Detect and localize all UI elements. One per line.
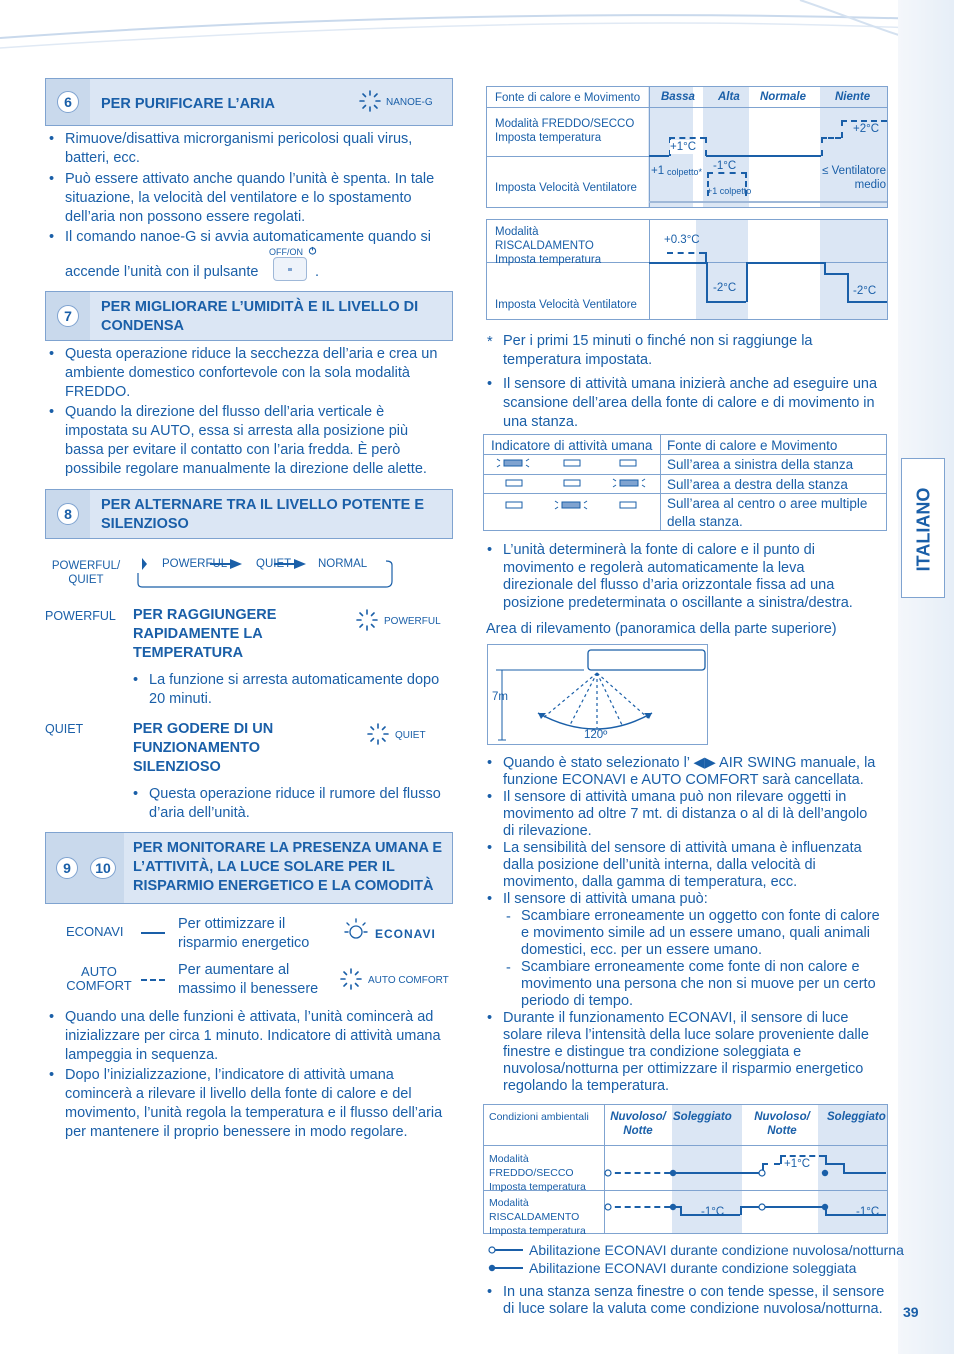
auto-comfort-line-dashed	[141, 979, 165, 981]
section-10-number: 10	[90, 857, 116, 879]
cooling-vent-medio: ≤ Ventilatore medio	[822, 165, 886, 191]
page-number: 39	[903, 1304, 919, 1320]
notes3-bullet-3: • La sensibilità del sensore di attività umana è influenzata dalla posizione dell’unità interna, dalla velocità di movimento, dalla gamma di temperatura, ecc.	[503, 840, 878, 891]
section-6-header	[45, 78, 453, 126]
s6-bullet-3: • Il comando nanoe-G si avvia automaticamente quando si	[65, 228, 450, 247]
section-9-number: 9	[56, 857, 78, 879]
detection-area-caption: Area di rilevamento (panoramica della parte superiore)	[486, 621, 837, 637]
notes3-dash-1-mark: -	[506, 909, 511, 925]
heating-minus2-b: -2°C	[853, 285, 877, 297]
cooling-plus1-colpetto-2: +1 colpetto	[707, 186, 752, 196]
powerful-icon-label: POWERFUL	[384, 616, 441, 627]
section-9-10-title: PER MONITORARE LA PRESENZA UMANA E L’ATTIVITÀ, LA LUCE SOLARE PER IL RISPARMIO ENERGETICO E LA COMODITÀ	[133, 840, 443, 894]
econavi-chart-header-label: Condizioni ambientali	[489, 1111, 589, 1123]
indicator-table-row-1: Sull’area a sinistra della stanza	[667, 457, 854, 472]
s6-bullet-2: • Può essere attivato anche quando l’unità è spenta. In tale situazione, la velocità del ventilatore e lo spostamento dell’aria non possono essere regolati.	[65, 170, 450, 227]
quiet-title: PER GODERE DI UN FUNZIONAMENTO SILENZIOSO	[133, 721, 274, 775]
econavi-icon	[344, 918, 368, 944]
notes3-bullet-4: • Il sensore di attività umana può:	[503, 891, 878, 908]
econavi-chart-markers	[600, 1165, 890, 1215]
indicator-lamps	[490, 455, 660, 525]
section-7-number: 7	[57, 305, 79, 327]
notes2-bullet: • L’unità determinerà la fonte di calore e il punto di movimento e regolerà automaticamente la leva direzionale del flusso d’aria orizzontale fissa ad una posizione predeterminata o oscillante a sinistra/destra.	[503, 542, 878, 612]
s910-bullet-2: • Dopo l’inizializzazione, l’indicatore di attività umana comincerà a rilevare il livello della fonte di calore e del movimento, l’unità regola la temperatura e il flusso dell’aria per mantenere il proprio benessere in modo regolare.	[65, 1066, 450, 1142]
s910-bullet-1: • Quando una delle funzioni è attivata, l’unità comincerà ad inizializzare per circa 1 minuto. Indicatore di attività umana lampeggia in sequenza.	[65, 1008, 450, 1065]
quiet-mode-label: QUIET	[45, 722, 84, 736]
heating-minus2-a: -2°C	[713, 282, 737, 294]
offon-label: OFF/ON	[269, 247, 303, 257]
econavi-minus1-b: -1°C	[856, 1206, 880, 1218]
econavi-chart-col-4: Soleggiato	[827, 1111, 886, 1123]
heating-plus03: +0.3°C	[664, 234, 700, 246]
legend-cloudy: Abilitazione ECONAVI durante condizione nuvolosa/notturna	[529, 1242, 904, 1258]
econavi-logo: ECONAVI	[375, 927, 436, 941]
flow-step-quiet: QUIET	[256, 558, 292, 570]
powerful-icon	[356, 609, 378, 631]
econavi-chart-row2-label: Modalità RISCALDAMENTO Imposta temperatura	[489, 1197, 586, 1237]
language-tab-label: ITALIANO	[913, 487, 934, 572]
econavi-plus1: +1°C	[784, 1158, 811, 1170]
quiet-icon	[367, 723, 389, 745]
offon-button-icon	[273, 257, 307, 281]
powerful-quiet-button-label: POWERFUL/ QUIET	[51, 560, 121, 586]
nanoe-g-icon-label: NANOE-G	[386, 97, 433, 108]
cooling-plus1: +1°C	[670, 141, 697, 153]
footnote-text: Per i primi 15 minuti o finché non si raggiunge la temperatura impostata.	[503, 333, 813, 368]
legend-open-marker	[487, 1244, 523, 1256]
indicator-table-head-1: Indicatore di attività umana	[491, 438, 653, 453]
footnote-star: *	[487, 334, 493, 350]
legend-filled-marker	[487, 1262, 523, 1274]
section-9-10-header	[45, 832, 453, 904]
indicator-table-row-3: Sull’area al centro o aree multiple della stanza.	[667, 496, 868, 529]
notes3-dash-2: Scambiare erroneamente come fonte di non calore e movimento una persona che non si muove per un certo periodo di tempo.	[521, 959, 876, 1009]
section-8-title: PER ALTERNARE TRA IL LIVELLO POTENTE E SILENZIOSO	[101, 497, 425, 532]
heating-chart-row1-label: Modalità RISCALDAMENTO Imposta temperatura	[495, 226, 602, 266]
econavi-chart-row1-label: Modalità FREDDO/SECCO Imposta temperatura	[489, 1153, 586, 1193]
notes3-bullet-5: • Durante il funzionamento ECONAVI, il sensore di luce solare rileva l’intensità della luce solare proveniente dalle finestre e distingue tra condizione soleggiata e nuvolosa/notturna per ottimizzare il risparmio energetico regolando la temperatura.	[503, 1010, 881, 1095]
powerful-title: PER RAGGIUNGERE RAPIDAMENTE LA TEMPERATURA	[133, 607, 277, 661]
cooling-chart-col-alta: Alta	[718, 91, 740, 103]
cooling-minus1: -1°C	[713, 160, 737, 172]
cooling-chart-row2-label: Imposta Velocità Ventilatore	[495, 182, 637, 194]
quiet-icon-label: QUIET	[395, 730, 426, 741]
notes1-bullet: • Il sensore di attività umana inizierà anche ad eseguire una scansione dell’area della fonte di calore e di movimento in una stanza.	[503, 375, 878, 432]
notes3-dash-1: Scambiare erroneamente un oggetto con fonte di calore e movimento simile ad un essere umano, quali animali domestici, ecc. per un essere umano.	[521, 908, 880, 958]
s6-bullet-3-end: accende l’unità con il pulsante	[65, 264, 259, 280]
powerful-bullet: • La funzione si arresta automaticamente dopo 20 minuti.	[149, 671, 454, 709]
notes3-bullet-2: • Il sensore di attività umana può non rilevare oggetti in movimento ad oltre 7 mt. di distanza o al di là dell’angolo di rilevazione.	[503, 789, 878, 840]
flow-step-normal: NORMAL	[318, 558, 368, 570]
cooling-chart-row1-label: Modalità FREDDO/SECCO Imposta temperatura	[495, 118, 635, 144]
detection-distance: 7m	[492, 691, 508, 703]
quiet-bullet: • Questa operazione riduce il rumore del flusso d’aria dell’unità.	[149, 785, 454, 823]
notes3-dash-2-mark: -	[506, 960, 511, 976]
legend-sunny: Abilitazione ECONAVI durante condizione soleggiata	[529, 1260, 857, 1276]
econavi-line-solid	[141, 932, 165, 934]
cooling-chart-header-label: Fonte di calore e Movimento	[495, 92, 641, 104]
econavi-chart-col-3: Nuvoloso/ Notte	[754, 1111, 810, 1137]
detection-angle: 120º	[584, 729, 608, 741]
language-tab	[901, 458, 945, 598]
econavi-minus1-a: -1°C	[701, 1206, 725, 1218]
indicator-table-head-2: Fonte di calore e Movimento	[667, 438, 838, 453]
cooling-plus2: +2°C	[853, 123, 880, 135]
auto-comfort-icon	[340, 968, 362, 990]
section-7-header	[45, 291, 453, 341]
indicator-table-row-2: Sull’area a destra della stanza	[667, 477, 848, 492]
cooling-chart-col-niente: Niente	[835, 91, 871, 103]
s6-bullet-1: • Rimuove/disattiva microrganismi pericolosi quali virus, batteri, ecc.	[65, 130, 450, 168]
auto-comfort-mode-label: AUTO COMFORT	[66, 964, 132, 993]
section-7-title: PER MIGLIORARE L’UMIDITÀ E IL LIVELLO DI CONDENSA	[101, 299, 419, 334]
auto-comfort-desc: Per aumentare al massimo il benessere	[178, 962, 319, 997]
section-6-number: 6	[57, 91, 79, 113]
cooling-colpetto: colpetto*	[667, 167, 703, 177]
header-decoration	[0, 0, 954, 60]
s7-bullet-2: • Quando la direzione del flusso dell’aria verticale è impostata su AUTO, essa si arresta alla posizione più bassa per evitare il contatto con l’aria fredda. È però possibile regolare manualmente la direzione delle alette.	[65, 403, 450, 479]
cooling-chart-col-bassa: Bassa	[661, 91, 695, 103]
heating-chart-row2-label: Imposta Velocità Ventilatore	[495, 299, 637, 311]
right-margin-shade	[898, 0, 954, 1354]
nanoe-g-icon	[359, 90, 381, 112]
section-8-header	[45, 489, 453, 539]
notes3-bullet-1: • Quando è stato selezionato l’ ◀▶ AIR SWING manuale, la funzione ECONAVI e AUTO COMFORT sarà cancellata.	[503, 755, 888, 789]
econavi-desc: Per ottimizzare il risparmio energetico	[178, 916, 310, 951]
econavi-chart-col-1: Nuvoloso/ Notte	[610, 1111, 666, 1137]
powerful-mode-label: POWERFUL	[45, 609, 116, 623]
econavi-mode-label: ECONAVI	[66, 924, 124, 939]
cooling-plus1-colpetto: +1	[651, 165, 665, 177]
flow-step-powerful: POWERFUL	[162, 558, 228, 570]
s6-period: .	[315, 264, 320, 280]
section-6-title: PER PURIFICARE L’ARIA	[101, 96, 276, 112]
final-bullet: • In una stanza senza finestre o con tende spesse, il sensore di luce solare la valuta come condizione nuvolosa/notturna.	[503, 1284, 888, 1318]
econavi-chart-col-2: Soleggiato	[673, 1111, 732, 1123]
cooling-chart-col-normale: Normale	[760, 91, 807, 103]
auto-comfort-icon-label: AUTO COMFORT	[368, 975, 449, 986]
s7-bullet-1: • Questa operazione riduce la secchezza dell’aria e crea un ambiente domestico confortevole con la sola modalità FREDDO.	[65, 345, 450, 402]
power-symbol-icon	[308, 246, 317, 255]
section-8-number: 8	[57, 503, 79, 525]
